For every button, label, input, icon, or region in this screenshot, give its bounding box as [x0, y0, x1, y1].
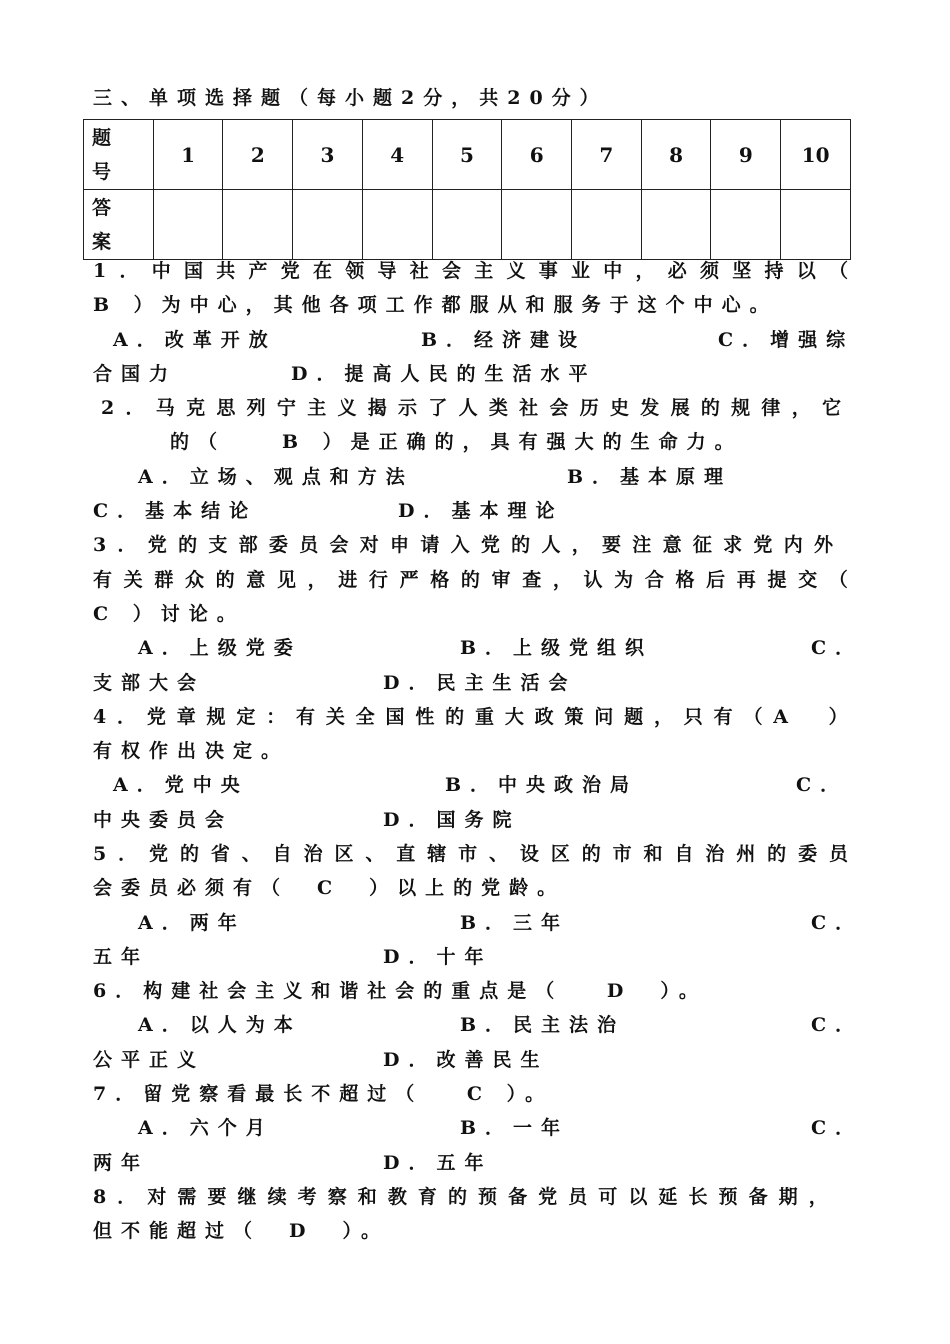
question-4-options-row-1: [93, 768, 848, 802]
question-4-options-row-2: [93, 803, 848, 837]
question-number-cell: 3: [293, 120, 363, 190]
question-1-options-row-1: [93, 323, 855, 357]
option-a: A．立场、观点和方法: [138, 466, 414, 488]
option-c: C．: [811, 1014, 864, 1036]
question-3-line-1: 3 ． 党 的 支 部 委 员 会 对 申 请 入 党 的 人 ， 要 注 意 征 求 党 内 外: [93, 534, 833, 556]
question-2-options-row-2: [93, 494, 848, 528]
answer-table-answer-row: [84, 190, 851, 260]
question-6-options-row-2: [93, 1043, 848, 1077]
option-d: D．民主生活会: [383, 672, 577, 694]
answer-cell[interactable]: [362, 190, 432, 260]
question-number-cell: 7: [572, 120, 642, 190]
option-a: A．上级党委: [138, 637, 302, 659]
answer-table: [83, 119, 851, 260]
question-4-line-2: 有权作出决定。: [93, 740, 290, 762]
question-1-options-row-2: [93, 357, 848, 391]
option-c-continued: 合国力: [93, 363, 178, 385]
answer-table-number-row: [84, 120, 851, 190]
question-number-cell: 4: [362, 120, 432, 190]
option-b: B．三年: [460, 912, 570, 934]
option-d: D．五年: [383, 1152, 493, 1174]
answer-cell[interactable]: [641, 190, 711, 260]
option-c-continued: 中央委员会: [93, 809, 234, 831]
question-3-options-row-2: [93, 666, 848, 700]
question-7-line-1: 7．留党察看最长不超过（ C ）。: [93, 1083, 554, 1105]
option-b: B．上级党组织: [460, 637, 654, 659]
option-c: C．: [796, 774, 849, 796]
option-b: B．中央政治局: [445, 774, 639, 796]
question-1-line-1: 1 ． 中 国 共 产 党 在 领 导 社 会 主 义 事 业 中 ， 必 须 坚 持 以 （: [93, 260, 848, 282]
option-a: A．以人为本: [138, 1014, 302, 1036]
question-5-line-1: 5 ． 党 的 省 、 自 治 区 、 直 辖 市 、 设 区 的 市 和 自 治 州 的 委 员: [93, 843, 848, 865]
option-c: C．基本结论: [93, 500, 258, 522]
option-b: B．民主法治: [460, 1014, 626, 1036]
answer-cell[interactable]: [502, 190, 572, 260]
answer-cell[interactable]: [153, 190, 223, 260]
question-7-options-row-2: [93, 1146, 848, 1180]
question-8-line-2: 但不能超过（ D ）。: [93, 1220, 389, 1242]
answer-cell[interactable]: [711, 190, 781, 260]
option-c-continued: 五年: [93, 946, 150, 968]
option-c: C．增强综: [718, 329, 855, 351]
question-number-cell: 10: [781, 120, 851, 190]
question-number-cell: 8: [641, 120, 711, 190]
question-5-options-row-2: [93, 940, 848, 974]
option-c-continued: 支部大会: [93, 672, 206, 694]
option-c: C．: [811, 912, 864, 934]
question-8-line-1: 8 ． 对 需 要 继 续 考 察 和 教 育 的 预 备 党 员 可 以 延 长 预 备 期 ，: [93, 1186, 828, 1208]
option-b: B．一年: [460, 1117, 570, 1139]
question-2-line-1: 2 ． 马 克 思 列 宁 主 义 揭 示 了 人 类 社 会 历 史 发 展 的 规 律 ， 它: [101, 397, 841, 419]
question-number-header: 题 号: [84, 120, 154, 190]
question-5-line-2: 会委员必须有（ C ）以上的党龄。: [93, 877, 566, 899]
section-title: 三、单项选择题（每小题2分，共20分）: [93, 87, 608, 109]
option-a: A．党中央: [113, 774, 249, 796]
option-d: D．国务院: [383, 809, 521, 831]
question-2-line-2: 的（ B ）是正确的，具有强大的生命力。: [170, 431, 743, 453]
option-a: A．改革开放: [113, 329, 277, 351]
option-d: D．十年: [383, 946, 493, 968]
question-number-cell: 1: [153, 120, 223, 190]
question-4-line-1: 4 ． 党 章 规 定 ： 有 关 全 国 性 的 重 大 政 策 问 题 ， 只 有 （ A ）: [93, 706, 848, 728]
question-3-options-row-1: [93, 631, 864, 665]
question-number-cell: 2: [223, 120, 293, 190]
option-d: D．改善民生: [383, 1049, 549, 1071]
option-b: B．基本原理: [567, 466, 733, 488]
question-2-options-row-1: [93, 460, 848, 494]
option-c: C．: [811, 1117, 864, 1139]
answer-cell[interactable]: [223, 190, 293, 260]
answer-header: 答 案: [84, 190, 154, 260]
answer-cell[interactable]: [432, 190, 502, 260]
question-3-line-2: 有 关 群 众 的 意 见 ， 进 行 严 格 的 审 查 ， 认 为 合 格 后 再 提 交 （: [93, 569, 848, 591]
option-d: D．提高人民的生活水平: [291, 363, 597, 385]
answer-cell[interactable]: [572, 190, 642, 260]
option-c-continued: 两年: [93, 1152, 150, 1174]
option-a: A．六个月: [138, 1117, 274, 1139]
question-3-line-3: C ）讨论。: [93, 603, 245, 625]
answer-cell[interactable]: [781, 190, 851, 260]
option-b: B．经济建设: [421, 329, 587, 351]
question-6-line-1: 6．构建社会主义和谐社会的重点是（ D ）。: [93, 980, 707, 1002]
answer-cell[interactable]: [293, 190, 363, 260]
question-7-options-row-1: [93, 1111, 864, 1145]
option-d: D．基本理论: [398, 500, 564, 522]
question-1-line-2: B ）为中心，其他各项工作都服从和服务于这个中心。: [93, 294, 778, 316]
option-a: A．两年: [138, 912, 246, 934]
question-5-options-row-1: [93, 906, 864, 940]
question-6-options-row-1: [93, 1008, 864, 1042]
question-number-cell: 9: [711, 120, 781, 190]
option-c: C．: [811, 637, 864, 659]
option-c-continued: 公平正义: [93, 1049, 206, 1071]
question-number-cell: 5: [432, 120, 502, 190]
question-number-cell: 6: [502, 120, 572, 190]
